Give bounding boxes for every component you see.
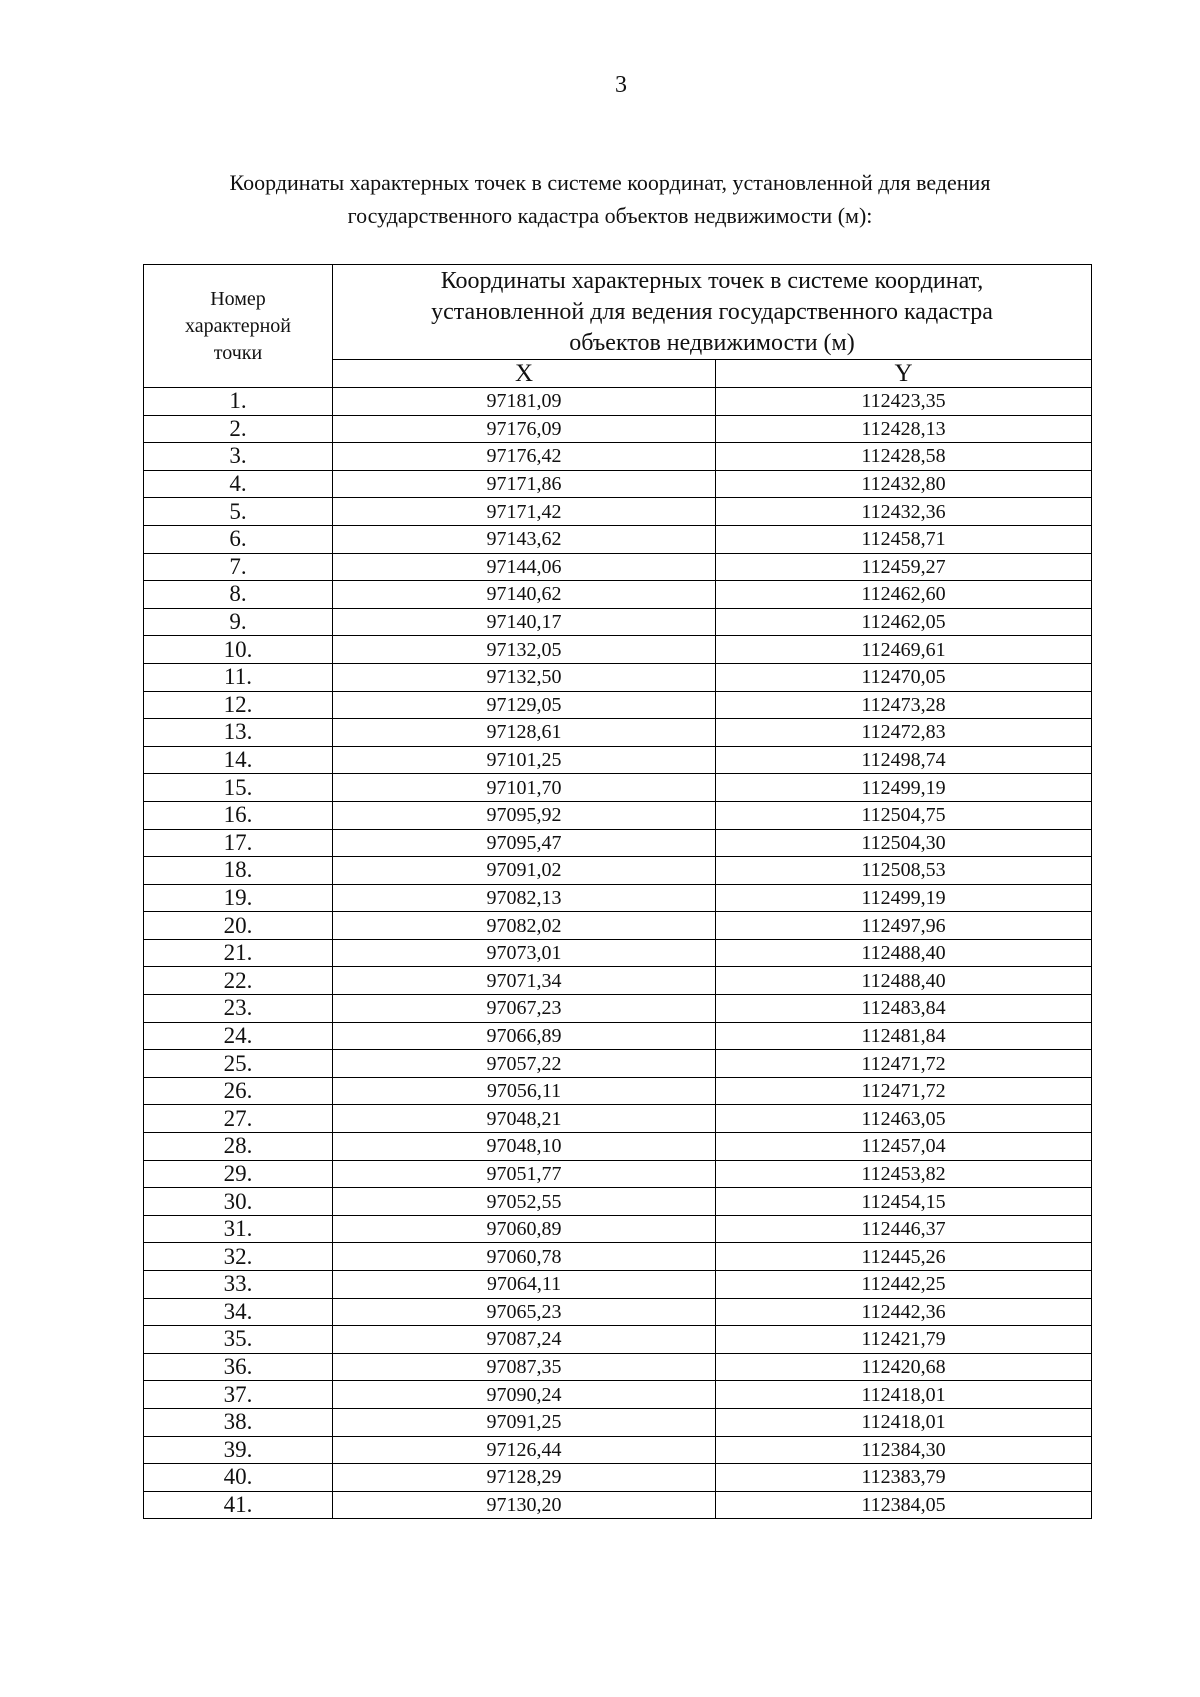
table-row (144, 1408, 1092, 1436)
point-number-cell: 7. (144, 553, 333, 581)
x-coordinate-cell: 97144,06 (333, 553, 716, 581)
table-row (144, 995, 1092, 1023)
point-number-header-line: точки (213, 341, 263, 364)
point-number-cell: 1. (144, 388, 333, 416)
point-number-cell: 40. (144, 1464, 333, 1492)
y-coordinate-cell: 112453,82 (716, 1160, 1092, 1188)
y-coordinate-cell: 112463,05 (716, 1105, 1092, 1133)
y-coordinate-cell: 112457,04 (716, 1133, 1092, 1161)
table-row (144, 581, 1092, 609)
x-coordinate-cell: 97140,62 (333, 581, 716, 609)
x-coordinate-cell: 97128,61 (333, 719, 716, 747)
point-number-cell: 21. (144, 939, 333, 967)
heading-line-2: государственного кадастра объектов недвижимости (м): (347, 203, 873, 228)
x-coordinate-cell: 97171,42 (333, 498, 716, 526)
table-row (144, 1215, 1092, 1243)
y-coordinate-cell: 112420,68 (716, 1353, 1092, 1381)
y-coordinate-cell: 112432,80 (716, 470, 1092, 498)
table-row (144, 774, 1092, 802)
point-number-cell: 27. (144, 1105, 333, 1133)
y-coordinate-cell: 112488,40 (716, 939, 1092, 967)
y-coordinate-cell: 112471,72 (716, 1050, 1092, 1078)
table-row (144, 1298, 1092, 1326)
y-coordinate-cell: 112383,79 (716, 1464, 1092, 1492)
x-coordinate-cell: 97132,05 (333, 636, 716, 664)
x-coordinate-cell: 97065,23 (333, 1298, 716, 1326)
point-number-cell: 3. (144, 443, 333, 471)
point-number-cell: 33. (144, 1271, 333, 1299)
table-row (144, 746, 1092, 774)
table-row (144, 1077, 1092, 1105)
y-coordinate-cell: 112446,37 (716, 1215, 1092, 1243)
table-row (144, 1464, 1092, 1492)
x-coordinate-cell: 97048,21 (333, 1105, 716, 1133)
table-row (144, 1188, 1092, 1216)
point-number-cell: 29. (144, 1160, 333, 1188)
point-number-cell: 4. (144, 470, 333, 498)
x-coordinate-cell: 97101,25 (333, 746, 716, 774)
point-number-header-line: характерной (185, 314, 291, 337)
table-row (144, 663, 1092, 691)
point-number-cell: 18. (144, 857, 333, 885)
x-coordinate-cell: 97095,92 (333, 801, 716, 829)
point-number-header-line: Номер (210, 287, 266, 310)
table-row (144, 470, 1092, 498)
x-coordinate-cell: 97073,01 (333, 939, 716, 967)
point-number-cell: 30. (144, 1188, 333, 1216)
point-number-cell: 24. (144, 1022, 333, 1050)
y-column-header: Y (716, 360, 1092, 388)
coordinates-header-line: объектов недвижимости (м) (569, 329, 855, 356)
point-number-cell: 39. (144, 1436, 333, 1464)
table-row (144, 1050, 1092, 1078)
x-coordinate-cell: 97051,77 (333, 1160, 716, 1188)
table-row (144, 1353, 1092, 1381)
y-coordinate-cell: 112442,36 (716, 1298, 1092, 1326)
y-coordinate-cell: 112384,05 (716, 1491, 1092, 1519)
point-number-cell: 32. (144, 1243, 333, 1271)
table-row (144, 1133, 1092, 1161)
x-coordinate-cell: 97087,24 (333, 1326, 716, 1354)
x-coordinate-cell: 97060,78 (333, 1243, 716, 1271)
coordinates-table-body (144, 388, 1092, 1519)
y-coordinate-cell: 112462,05 (716, 608, 1092, 636)
y-coordinate-cell: 112423,35 (716, 388, 1092, 416)
point-number-cell: 11. (144, 663, 333, 691)
table-row (144, 1381, 1092, 1409)
point-number-cell: 5. (144, 498, 333, 526)
coordinates-group-header (333, 265, 1092, 360)
table-row (144, 939, 1092, 967)
x-coordinate-cell: 97052,55 (333, 1188, 716, 1216)
point-number-cell: 31. (144, 1215, 333, 1243)
x-coordinate-cell: 97101,70 (333, 774, 716, 802)
y-coordinate-cell: 112481,84 (716, 1022, 1092, 1050)
point-number-cell: 9. (144, 608, 333, 636)
table-row (144, 636, 1092, 664)
x-coordinate-cell: 97171,86 (333, 470, 716, 498)
y-coordinate-cell: 112498,74 (716, 746, 1092, 774)
y-coordinate-cell: 112508,53 (716, 857, 1092, 885)
table-row (144, 857, 1092, 885)
table-row (144, 1326, 1092, 1354)
point-number-cell: 14. (144, 746, 333, 774)
x-column-header: X (333, 360, 716, 388)
x-coordinate-cell: 97130,20 (333, 1491, 716, 1519)
y-coordinate-cell: 112458,71 (716, 525, 1092, 553)
coordinates-table (143, 264, 1092, 1519)
y-coordinate-cell: 112384,30 (716, 1436, 1092, 1464)
x-coordinate-cell: 97091,02 (333, 857, 716, 885)
y-coordinate-cell: 112418,01 (716, 1381, 1092, 1409)
point-number-cell: 38. (144, 1408, 333, 1436)
x-coordinate-cell: 97176,09 (333, 415, 716, 443)
y-coordinate-cell: 112428,58 (716, 443, 1092, 471)
table-row (144, 884, 1092, 912)
point-number-cell: 13. (144, 719, 333, 747)
x-coordinate-cell: 97082,02 (333, 912, 716, 940)
x-coordinate-cell: 97087,35 (333, 1353, 716, 1381)
y-coordinate-cell: 112428,13 (716, 415, 1092, 443)
x-coordinate-cell: 97057,22 (333, 1050, 716, 1078)
coordinates-header-line: Координаты характерных точек в системе координат, (440, 267, 984, 294)
point-number-cell: 22. (144, 967, 333, 995)
point-number-cell: 34. (144, 1298, 333, 1326)
table-row (144, 1491, 1092, 1519)
x-coordinate-cell: 97064,11 (333, 1271, 716, 1299)
y-coordinate-cell: 112483,84 (716, 995, 1092, 1023)
x-coordinate-cell: 97060,89 (333, 1215, 716, 1243)
y-coordinate-cell: 112499,19 (716, 774, 1092, 802)
y-coordinate-cell: 112462,60 (716, 581, 1092, 609)
point-number-cell: 37. (144, 1381, 333, 1409)
x-coordinate-cell: 97066,89 (333, 1022, 716, 1050)
coordinates-header-line: установленной для ведения государственного кадастра (431, 298, 993, 325)
y-coordinate-cell: 112454,15 (716, 1188, 1092, 1216)
y-coordinate-cell: 112470,05 (716, 663, 1092, 691)
document-heading (150, 166, 1070, 232)
point-number-cell: 20. (144, 912, 333, 940)
y-coordinate-cell: 112472,83 (716, 719, 1092, 747)
y-coordinate-cell: 112499,19 (716, 884, 1092, 912)
x-coordinate-cell: 97067,23 (333, 995, 716, 1023)
x-coordinate-cell: 97143,62 (333, 525, 716, 553)
table-row (144, 912, 1092, 940)
table-row (144, 967, 1092, 995)
x-coordinate-cell: 97082,13 (333, 884, 716, 912)
y-coordinate-cell: 112488,40 (716, 967, 1092, 995)
x-coordinate-cell: 97126,44 (333, 1436, 716, 1464)
x-coordinate-cell: 97048,10 (333, 1133, 716, 1161)
table-row (144, 498, 1092, 526)
x-coordinate-cell: 97090,24 (333, 1381, 716, 1409)
x-coordinate-cell: 97140,17 (333, 608, 716, 636)
table-row (144, 1022, 1092, 1050)
point-number-cell: 26. (144, 1077, 333, 1105)
point-number-cell: 16. (144, 801, 333, 829)
x-coordinate-cell: 97128,29 (333, 1464, 716, 1492)
y-coordinate-cell: 112432,36 (716, 498, 1092, 526)
x-coordinate-cell: 97176,42 (333, 443, 716, 471)
y-coordinate-cell: 112421,79 (716, 1326, 1092, 1354)
page-number: 3 (615, 72, 627, 98)
point-number-cell: 25. (144, 1050, 333, 1078)
table-row (144, 1243, 1092, 1271)
y-coordinate-cell: 112497,96 (716, 912, 1092, 940)
point-number-cell: 10. (144, 636, 333, 664)
table-row (144, 553, 1092, 581)
point-number-cell: 28. (144, 1133, 333, 1161)
point-number-cell: 6. (144, 525, 333, 553)
y-coordinate-cell: 112445,26 (716, 1243, 1092, 1271)
table-row (144, 1436, 1092, 1464)
table-row (144, 1105, 1092, 1133)
table-row (144, 388, 1092, 416)
point-number-cell: 23. (144, 995, 333, 1023)
x-coordinate-cell: 97071,34 (333, 967, 716, 995)
table-row (144, 608, 1092, 636)
table-row (144, 801, 1092, 829)
x-coordinate-cell: 97181,09 (333, 388, 716, 416)
y-coordinate-cell: 112442,25 (716, 1271, 1092, 1299)
point-number-cell: 19. (144, 884, 333, 912)
y-coordinate-cell: 112469,61 (716, 636, 1092, 664)
table-row (144, 719, 1092, 747)
y-coordinate-cell: 112473,28 (716, 691, 1092, 719)
table-row (144, 443, 1092, 471)
y-coordinate-cell: 112418,01 (716, 1408, 1092, 1436)
point-number-cell: 12. (144, 691, 333, 719)
x-coordinate-cell: 97129,05 (333, 691, 716, 719)
y-coordinate-cell: 112504,30 (716, 829, 1092, 857)
y-coordinate-cell: 112471,72 (716, 1077, 1092, 1105)
point-number-cell: 8. (144, 581, 333, 609)
x-coordinate-cell: 97056,11 (333, 1077, 716, 1105)
point-number-cell: 15. (144, 774, 333, 802)
table-row (144, 525, 1092, 553)
x-coordinate-cell: 97091,25 (333, 1408, 716, 1436)
point-number-cell: 35. (144, 1326, 333, 1354)
y-coordinate-cell: 112459,27 (716, 553, 1092, 581)
table-row (144, 1271, 1092, 1299)
point-number-cell: 36. (144, 1353, 333, 1381)
x-coordinate-cell: 97132,50 (333, 663, 716, 691)
x-coordinate-cell: 97095,47 (333, 829, 716, 857)
heading-line-1: Координаты характерных точек в системе координат, установленной для ведения (229, 170, 991, 195)
table-row (144, 415, 1092, 443)
point-number-cell: 2. (144, 415, 333, 443)
point-number-cell: 41. (144, 1491, 333, 1519)
point-number-cell: 17. (144, 829, 333, 857)
y-coordinate-cell: 112504,75 (716, 801, 1092, 829)
point-number-header (144, 265, 333, 388)
table-row (144, 829, 1092, 857)
table-row (144, 1160, 1092, 1188)
table-row (144, 691, 1092, 719)
